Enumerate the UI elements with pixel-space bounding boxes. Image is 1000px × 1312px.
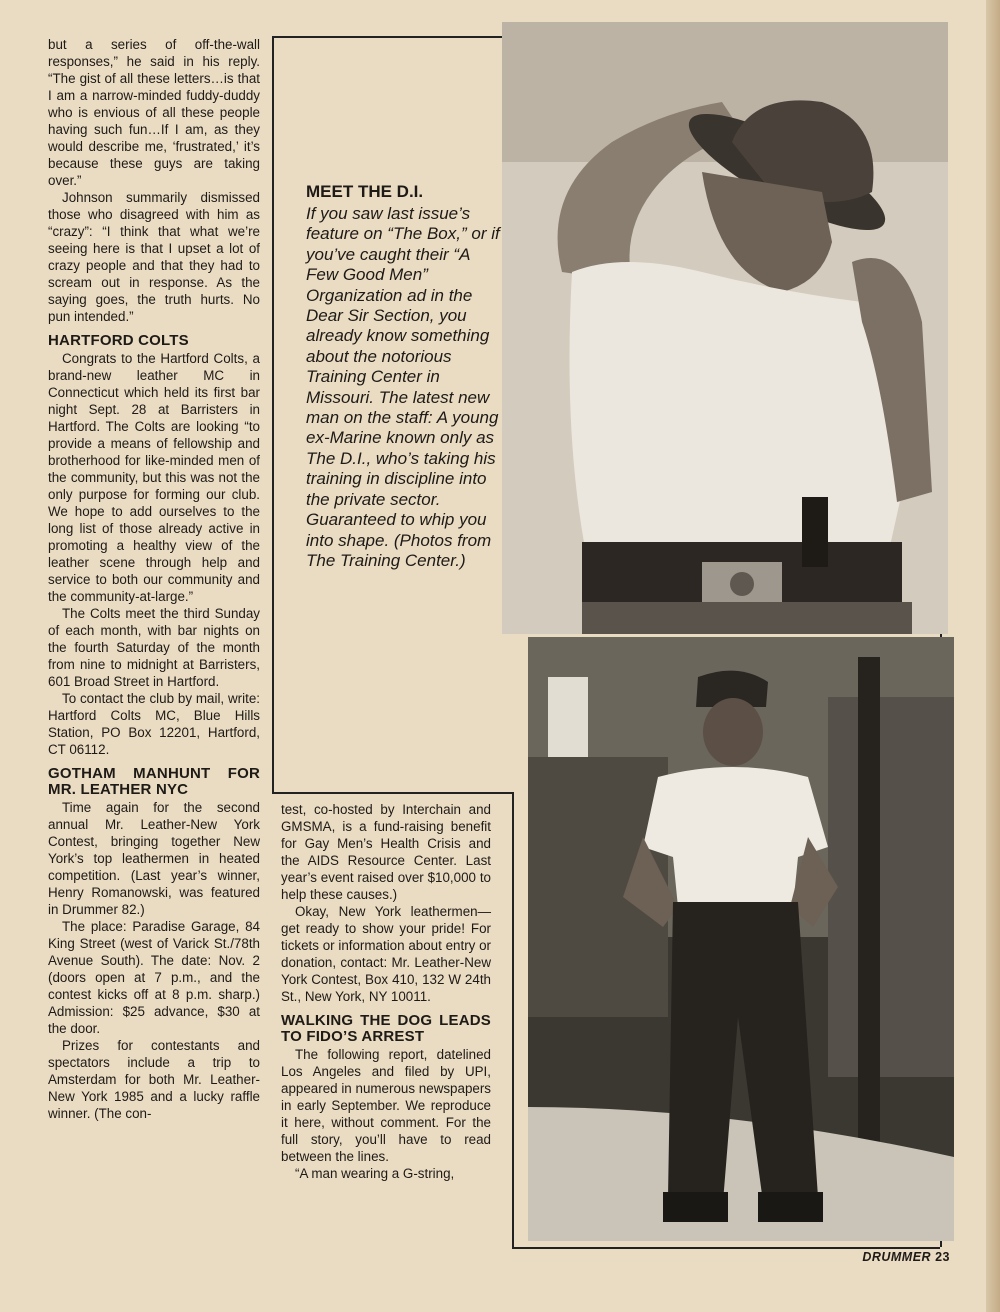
paragraph: The Colts meet the third Sunday of each month, with bar nights on the fourth Saturday of the month from nine to midnight at Barristers, 601 Broad Street in Hartford. — [48, 606, 260, 689]
section-heading: HARTFORD COLTS — [48, 332, 189, 349]
paragraph: Congrats to the Hartford Colts, a brand-new leather MC in Connecticut which held its first bar night Sept. 28 at Barristers in Hartford. The Colts are looking “to provide a means of fellowship and brotherhood for like-minded men of the community, but this was not the only purpose for forming our club. We hope to add ourselves to the long list of those already active in promoting a healthy view of the leather scene through help and service to both our community and the community-at-large.” — [48, 351, 260, 604]
frame-rule — [512, 1247, 940, 1249]
left-column — [48, 36, 260, 1122]
paragraph: but a series of off-the-wall responses,” he said in his reply. “The gist of all these letters…is that I am a narrow-minded fuddy-duddy who is envious of all these people having such fun…If I am, as they would describe me, ‘frustrated,’ it’s because these guys are taking over.” — [48, 37, 260, 188]
magazine-name: DRUMMER — [862, 1250, 932, 1264]
paragraph: Time again for the second annual Mr. Leather-New York Contest, bringing together New York’s top leathermen in heated competition. (Last year’s winner, Henry Romanowski, was featured in Drummer 82.) — [48, 800, 260, 917]
page-edge — [986, 0, 1000, 1312]
photo-drill-instructor-standing — [528, 637, 954, 1241]
photo-drill-instructor-hat — [502, 22, 948, 634]
middle-column — [281, 801, 491, 1182]
frame-rule — [272, 792, 512, 794]
frame-rule — [512, 792, 514, 1247]
page-number: 23 — [935, 1250, 950, 1264]
page-footer — [862, 1250, 950, 1264]
paragraph: The place: Paradise Garage, 84 King Street (west of Varick St./78th Avenue South). The date: Nov. 2 (doors open at 7 p.m., and the contest kicks off at 8 p.m. sharp.) Admission: $25 advance, $30 at the door. — [48, 919, 260, 1036]
paragraph: “A man wearing a G-string, — [295, 1166, 455, 1181]
frame-rule — [272, 36, 274, 792]
section-heading: GOTHAM MANHUNT FOR MR. LEATHER NYC — [48, 765, 260, 798]
caption-body: If you saw last issue’s feature on “The Box,” or if you’ve caught their “A Few Good Men” Organization ad in the Dear Sir Section, you already know something about the notorious Training Center in Missouri. The latest new man on the staff: A young ex-Marine known only as The D.I., who’s taking his training in discipline into the private sector. Guaranteed to whip you into shape. (Photos from The Training Center.) — [306, 204, 500, 570]
caption-title: MEET THE D.I. — [306, 182, 424, 201]
photo-caption — [306, 182, 506, 571]
paragraph: To contact the club by mail, write: Hartford Colts MC, Blue Hills Station, PO Box 12201, Hartford, CT 06112. — [48, 691, 260, 757]
paragraph: test, co-hosted by Interchain and GMSMA, is a fund-raising benefit for Gay Men’s Health Crisis and the AIDS Resource Center. Last year’s event raised over $10,000 to help these causes.) — [281, 802, 491, 902]
paragraph: Johnson summarily dismissed those who disagreed with him as “crazy”: “I think that what we’re seeing here is that I upset a lot of crazy people and that they had to scream out in response. As the saying goes, the truth hurts. No pun intended.” — [48, 190, 260, 324]
paragraph: Prizes for contestants and spectators include a trip to Amsterdam for both Mr. Leather-New York 1985 and a lucky raffle winner. (The con- — [48, 1038, 260, 1121]
paragraph: The following report, datelined Los Angeles and filed by UPI, appeared in numerous newspapers in early September. We reproduce it here, without comment. For the full story, you’ll have to read between the lines. — [281, 1047, 491, 1164]
paragraph: Okay, New York leathermen—get ready to show your pride! For tickets or information about entry or donation, contact: Mr. Leather-New York Contest, Box 410, 132 W 24th St., New York, NY 10011. — [281, 904, 491, 1004]
section-heading: WALKING THE DOG LEADS TO FIDO’S ARREST — [281, 1012, 491, 1045]
